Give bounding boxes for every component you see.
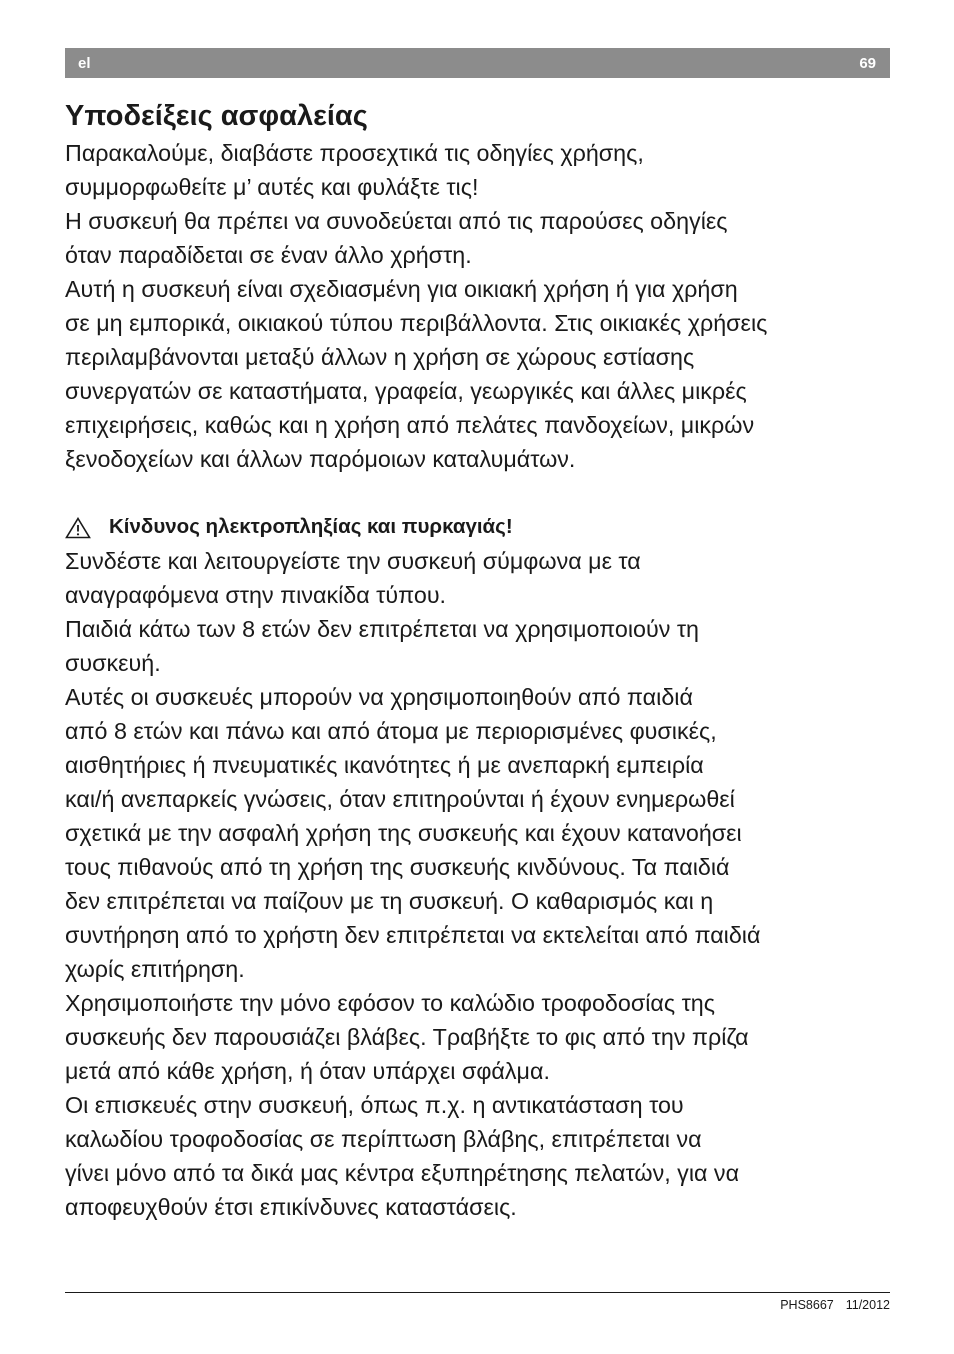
text-line: επιχειρήσεις, καθώς και η χρήση από πελάτες πανδοχείων, μικρών (65, 412, 755, 438)
text-line: αισθητήριες ή πνευματικές ικανότητες ή με ανεπαρκή εμπειρία (65, 752, 704, 778)
intro-paragraph (65, 272, 895, 476)
text-line: περιλαμβάνονται μεταξύ άλλων η χρήση σε χώρους εστίασης (65, 344, 695, 370)
text-line: χωρίς επιτήρηση. (65, 956, 245, 982)
intro-section (65, 136, 895, 476)
language-code: el (78, 55, 91, 72)
warning-heading-text: Κίνδυνος ηλεκτροπληξίας και πυρκαγιάς! (109, 515, 513, 538)
intro-paragraph (65, 136, 895, 204)
text-line: αναγραφόμενα στην πινακίδα τύπου. (65, 582, 447, 608)
text-line: Συνδέστε και λειτουργείστε την συσκευή σύμφωνα με τα (65, 548, 641, 574)
text-line: σχετικά με την ασφαλή χρήση της συσκευής και έχουν κατανοήσει (65, 820, 742, 846)
warning-paragraph (65, 544, 895, 612)
text-line: συσκευής δεν παρουσιάζει βλάβες. Τραβήξτε το φις από την πρίζα (65, 1024, 749, 1050)
text-line: ξενοδοχείων και άλλων παρόμοιων καταλυμάτων. (65, 446, 576, 472)
warning-section (65, 510, 895, 1224)
text-line: Η συσκευή θα πρέπει να συνοδεύεται από τις παρούσες οδηγίες (65, 208, 728, 234)
footer-divider (65, 1292, 890, 1293)
text-line: αποφευχθούν έτσι επικίνδυνες καταστάσεις. (65, 1194, 517, 1220)
section-gap (65, 476, 895, 510)
warning-paragraph (65, 986, 895, 1088)
text-line: τους πιθανούς από τη χρήση της συσκευής κινδύνους. Τα παιδιά (65, 854, 730, 880)
warning-paragraph (65, 680, 895, 986)
text-line: Παρακαλούμε, διαβάστε προσεχτικά τις οδηγίες χρήσης, (65, 140, 644, 166)
footer-model: PHS8667 (780, 1298, 834, 1312)
warning-triangle-icon (65, 516, 91, 538)
page-title: Υποδείξεις ασφαλείας (65, 100, 368, 132)
page-header-bar (65, 48, 890, 78)
warning-paragraph (65, 612, 895, 680)
text-line: Χρησιμοποιήστε την μόνο εφόσον το καλώδιο τροφοδοσίας της (65, 990, 715, 1016)
text-line: και/ή ανεπαρκείς γνώσεις, όταν επιτηρούνται ή έχουν ενημερωθεί (65, 786, 735, 812)
footer-date: 11/2012 (845, 1298, 890, 1312)
page-number: 69 (859, 55, 876, 72)
text-line: σε μη εμπορικά, οικιακού τύπου περιβάλλοντα. Στις οικιακές χρήσεις (65, 310, 768, 336)
text-line: συσκευή. (65, 650, 161, 676)
text-line: καλωδίου τροφοδοσίας σε περίπτωση βλάβης, επιτρέπεται να (65, 1126, 702, 1152)
text-line: συντήρηση από το χρήστη δεν επιτρέπεται να εκτελείται από παιδιά (65, 922, 761, 948)
warning-paragraph (65, 1088, 895, 1224)
text-line: συμμορφωθείτε μ’ αυτές και φυλάξτε τις! (65, 174, 479, 200)
text-line: συνεργατών σε καταστήματα, γραφεία, γεωργικές και άλλες μικρές (65, 378, 747, 404)
text-line: Οι επισκευές στην συσκευή, όπως π.χ. η αντικατάσταση του (65, 1092, 684, 1118)
page-footer (780, 1298, 890, 1312)
intro-paragraph (65, 204, 895, 272)
text-line: από 8 ετών και πάνω και από άτομα με περιορισμένες φυσικές, (65, 718, 717, 744)
text-line: όταν παραδίδεται σε έναν άλλο χρήστη. (65, 242, 472, 268)
text-line: μετά από κάθε χρήση, ή όταν υπάρχει σφάλμα. (65, 1058, 550, 1084)
page-content (65, 96, 895, 1224)
text-line: Παιδιά κάτω των 8 ετών δεν επιτρέπεται να χρησιμοποιούν τη (65, 616, 699, 642)
text-line: Αυτές οι συσκευές μπορούν να χρησιμοποιηθούν από παιδιά (65, 684, 693, 710)
text-line: Αυτή η συσκευή είναι σχεδιασμένη για οικιακή χρήση ή για χρήση (65, 276, 738, 302)
warning-heading (65, 510, 895, 544)
text-line: δεν επιτρέπεται να παίζουν με τη συσκευή. Ο καθαρισμός και η (65, 888, 714, 914)
text-line: γίνει μόνο από τα δικά μας κέντρα εξυπηρέτησης πελατών, για να (65, 1160, 740, 1186)
